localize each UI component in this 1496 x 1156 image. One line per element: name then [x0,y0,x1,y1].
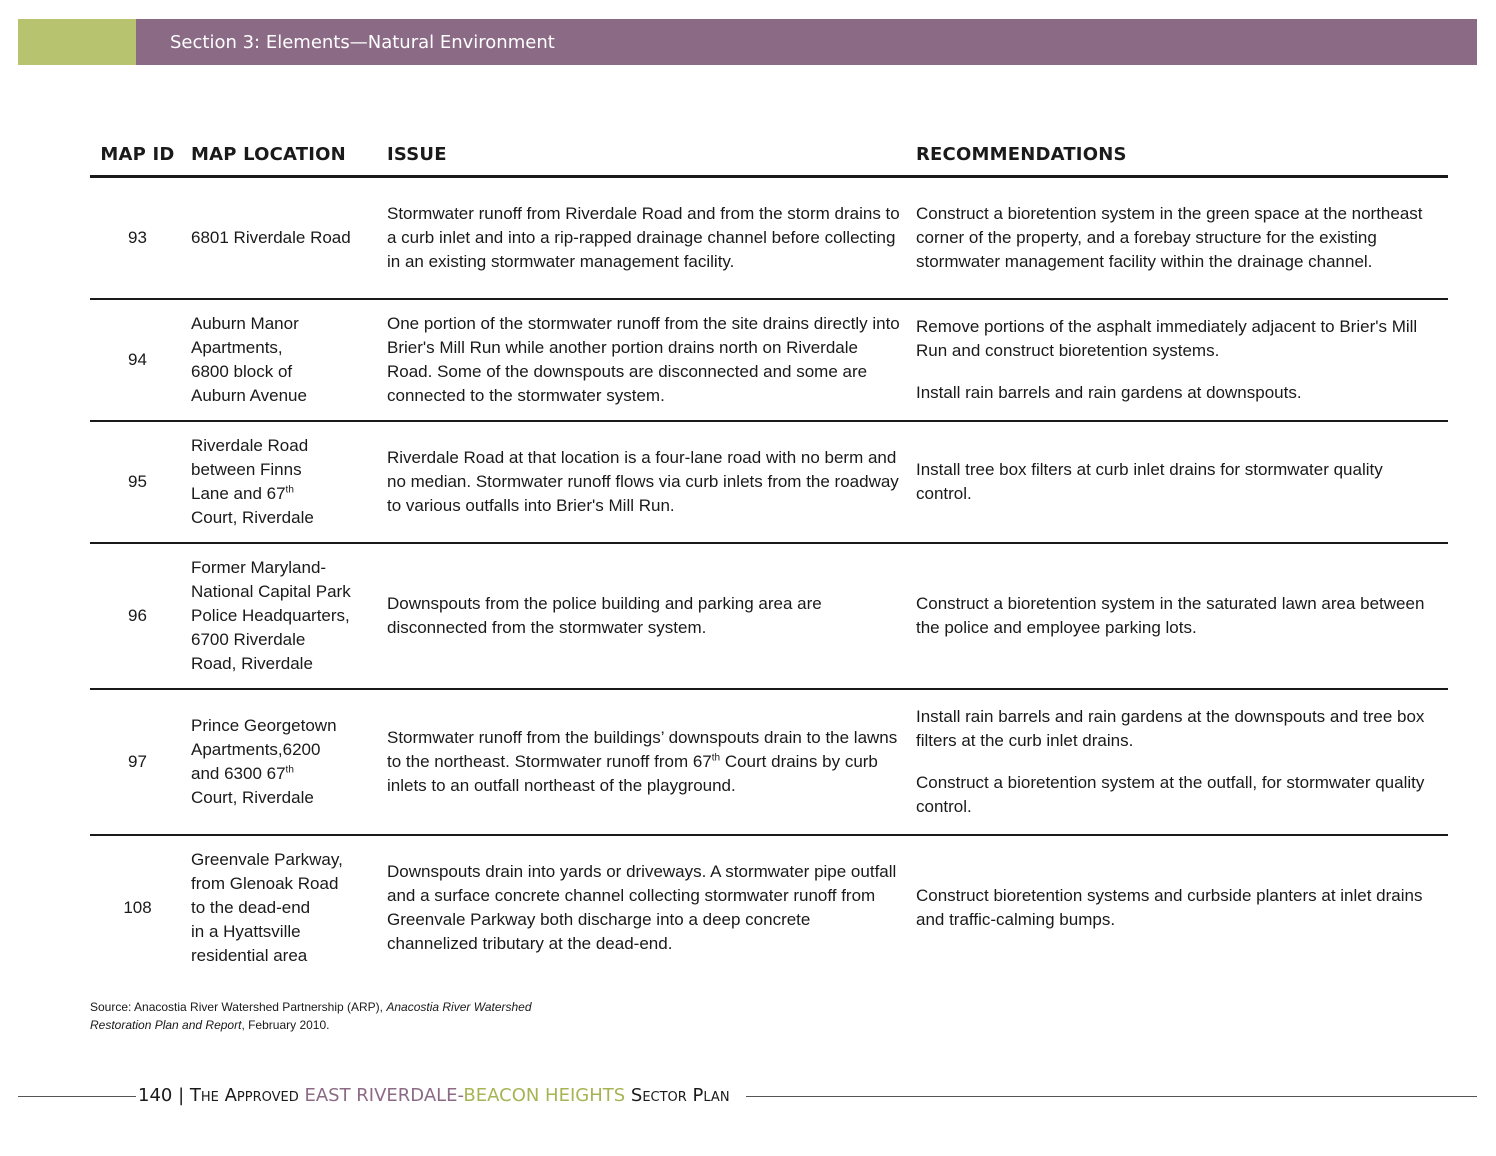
issue-cell: Stormwater runoff from Riverdale Road and from the storm drains to a curb inlet and into a rip-rapped drainage channel before collecting in an existing stormwater management facility. [381,177,910,299]
footer-rule-right [746,1096,1477,1097]
map-location-cell: Greenvale Parkway, from Glenoak Road to the dead-end in a Hyattsville residential area [191,850,343,965]
footer-rule-left [18,1096,136,1097]
source-title: Anacostia River Watershed Restoration Plan and Report [90,1000,532,1032]
recommendations-cell [910,835,1448,981]
issues-table-container [90,138,1448,981]
table-row [90,689,1448,835]
source-note [90,998,550,1034]
column-header-issue: ISSUE [381,138,910,177]
column-header-map-id: MAP ID [90,138,185,177]
map-id-cell: 94 [90,299,185,421]
issue-cell: Downspouts drain into yards or driveways. A stormwater pipe outfall and a surface concrete channel collecting stormwater runoff from Greenvale Parkway both discharge into a deep concrete channelized tributary at the dead-end. [387,862,897,953]
map-id-cell: 93 [90,177,185,299]
map-id-cell: 95 [90,421,185,543]
recommendation-text: Install rain barrels and rain gardens at downspouts. [916,382,1302,402]
recommendations-cell [910,689,1448,835]
section-title: Section 3: Elements—Natural Environment [136,19,1477,65]
page-footer [18,1083,1477,1113]
table-row [90,835,1448,981]
map-id-cell: 96 [90,543,185,689]
issue-cell: Downspouts from the police building and parking area are disconnected from the stormwater system. [381,543,910,689]
location-text: Court, Riverdale [191,787,314,807]
recommendation-text: Install tree box filters at curb inlet drains for stormwater quality control. [916,459,1383,503]
footer-text [138,1085,730,1106]
table-row [90,299,1448,421]
map-id-cell: 108 [123,898,152,917]
issue-cell: One portion of the stormwater runoff from the site drains directly into Brier's Mill Run while another portion drains north on Riverdale Road. Some of the downspouts are disconnected and some are connected to the stormwater system. [381,299,910,421]
issues-table [90,138,1448,981]
header-accent-block [18,19,136,65]
recommendations-cell [910,421,1448,543]
column-header-recommendations: RECOMMENDATIONS [910,138,1448,177]
plan-name-part-1: EAST RIVERDALE- [304,1085,464,1106]
section-header-bar [18,19,1477,65]
recommendation-text: Install rain barrels and rain gardens at the downspouts and tree box filters at the curb inlet drains. [916,706,1425,750]
recommendation-text: Construct a bioretention system in the saturated lawn area between the police and employee parking lots. [916,593,1425,637]
page-number: 140 [138,1085,173,1106]
issue-cell: Riverdale Road at that location is a four-lane road with no berm and no median. Stormwater runoff flows via curb inlets from the roadway to various outfalls into Brier's Mill Run. [381,421,910,543]
recommendation-text: Construct bioretention systems and curbside planters at inlet drains and traffic-calming bumps. [916,886,1423,929]
table-row [90,421,1448,543]
footer-separator: | [172,1085,190,1106]
ordinal-suffix: th [711,751,721,763]
location-text: Prince Georgetown Apartments,6200 and 6300 67 [191,715,337,783]
issue-text: Stormwater runoff from the buildings’ downspouts drain to the lawns to the northeast. Stormwater runoff from 67 [387,727,898,771]
recommendation-text: Remove portions of the asphalt immediately adjacent to Brier's Mill Run and construct bioretention systems. [916,316,1418,360]
plan-prefix: The Approved [189,1085,305,1106]
map-location-cell: 6801 Riverdale Road [185,177,381,299]
map-location-cell [185,421,381,543]
source-prefix: Source: Anacostia River Watershed Partnership (ARP), [90,1000,387,1014]
recommendations-cell [910,543,1448,689]
map-id-cell: 97 [90,689,185,835]
location-text: Court, Riverdale [191,507,314,527]
source-suffix: , February 2010. [241,1018,330,1032]
column-header-map-location: MAP LOCATION [185,138,381,177]
map-location-cell: Former Maryland- National Capital Park Police Headquarters, 6700 Riverdale Road, Riverdale [185,543,381,689]
plan-suffix: Sector Plan [625,1085,730,1106]
ordinal-suffix: th [285,763,294,775]
recommendations-cell [910,177,1448,299]
table-header-row [90,138,1448,177]
recommendation-text: Construct a bioretention system in the green space at the northeast corner of the property, and a forebay structure for the existing stormwater management facility within the drainage channel. [916,203,1423,271]
recommendation-text: Construct a bioretention system at the outfall, for stormwater quality control. [916,772,1425,816]
plan-name-part-2: BEACON HEIGHTS [463,1085,626,1106]
recommendations-cell [910,299,1448,421]
ordinal-suffix: th [285,483,294,495]
table-row [90,177,1448,299]
table-row [90,543,1448,689]
issue-text: Court drains by curb inlets to an outfall northeast of the playground. [387,751,878,795]
map-location-cell [185,689,381,835]
map-location-cell: Auburn Manor Apartments, 6800 block of Auburn Avenue [185,299,381,421]
issue-cell [381,689,910,835]
location-text: Riverdale Road between Finns Lane and 67 [191,435,309,503]
